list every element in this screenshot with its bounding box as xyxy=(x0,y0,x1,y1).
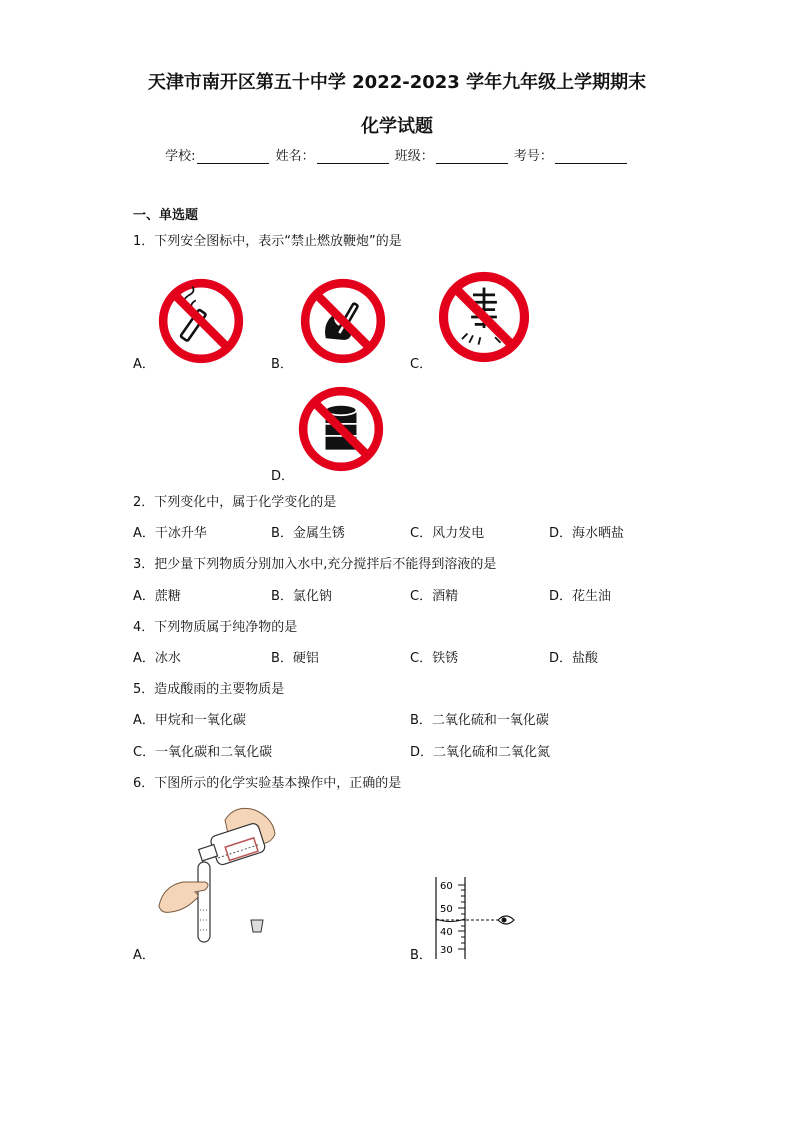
q3-option-b[interactable]: B．氯化钠 xyxy=(271,589,332,604)
measuring-cylinder-illustration xyxy=(432,875,522,960)
cylinder-tick-40: 40 xyxy=(440,927,453,938)
q4-option-c[interactable]: C．铁锈 xyxy=(410,651,459,666)
q5-stem: 5．造成酸雨的主要物质是 xyxy=(133,682,285,697)
q6-stem: 6．下图所示的化学实验基本操作中，正确的是 xyxy=(133,776,402,791)
q2-option-a[interactable]: A．干冰升华 xyxy=(133,526,207,541)
exam-title-line1: 天津市南开区第五十中学 2022-2023 学年九年级上学期期末 xyxy=(147,72,647,93)
student-info-row xyxy=(0,145,794,164)
number-blank[interactable] xyxy=(555,149,627,164)
exam-title-line2: 化学试题 xyxy=(361,116,433,137)
no-smoking-icon xyxy=(158,278,244,364)
q2-option-d[interactable]: D．海水晒盐 xyxy=(549,526,625,541)
q5-option-c[interactable]: C．一氧化碳和二氧化碳 xyxy=(133,745,273,760)
no-flammable-barrel-icon xyxy=(298,386,384,472)
q2-stem: 2．下列变化中，属于化学变化的是 xyxy=(133,495,337,510)
name-label: 姓名： xyxy=(275,149,315,164)
q6-option-b[interactable]: B． xyxy=(410,948,432,963)
q5-option-a[interactable]: A．甲烷和一氧化碳 xyxy=(133,713,246,728)
q1-option-a[interactable]: A． xyxy=(133,357,155,372)
school-label: 学校: xyxy=(165,149,196,164)
q5-option-d[interactable]: D．二氧化硫和二氧化氮 xyxy=(410,745,551,760)
no-fireworks-icon xyxy=(438,271,530,363)
q4-stem: 4．下列物质属于纯净物的是 xyxy=(133,620,298,635)
q3-option-c[interactable]: C．酒精 xyxy=(410,589,459,604)
pouring-liquid-illustration xyxy=(155,800,285,950)
cylinder-tick-50: 50 xyxy=(440,904,453,915)
q2-option-c[interactable]: C．风力发电 xyxy=(410,526,485,541)
name-blank[interactable] xyxy=(317,149,389,164)
q3-stem: 3．把少量下列物质分别加入水中,充分搅拌后不能得到溶液的是 xyxy=(133,557,497,572)
cylinder-tick-60: 60 xyxy=(440,881,453,892)
q4-option-d[interactable]: D．盐酸 xyxy=(549,651,599,666)
q3-option-a[interactable]: A．蔗糖 xyxy=(133,589,181,604)
cylinder-tick-30: 30 xyxy=(440,945,453,956)
q4-option-b[interactable]: B．硬铝 xyxy=(271,651,319,666)
q1-stem: 1．下列安全图标中，表示“禁止燃放鞭炮”的是 xyxy=(133,234,402,249)
q5-option-b[interactable]: B．二氧化硫和一氧化碳 xyxy=(410,713,549,728)
no-open-flame-icon xyxy=(300,278,386,364)
class-label: 班级： xyxy=(394,149,434,164)
school-blank[interactable] xyxy=(197,149,269,164)
number-label: 考号： xyxy=(513,149,553,164)
q1-option-c[interactable]: C． xyxy=(410,357,433,372)
q4-option-a[interactable]: A．冰水 xyxy=(133,651,181,666)
q1-option-b[interactable]: B． xyxy=(271,357,293,372)
q6-option-a[interactable]: A． xyxy=(133,948,155,963)
class-blank[interactable] xyxy=(436,149,508,164)
q1-option-d[interactable]: D． xyxy=(271,469,295,484)
q3-option-d[interactable]: D．花生油 xyxy=(549,589,612,604)
q2-option-b[interactable]: B．金属生锈 xyxy=(271,526,345,541)
section-heading: 一、单选题 xyxy=(133,208,199,223)
